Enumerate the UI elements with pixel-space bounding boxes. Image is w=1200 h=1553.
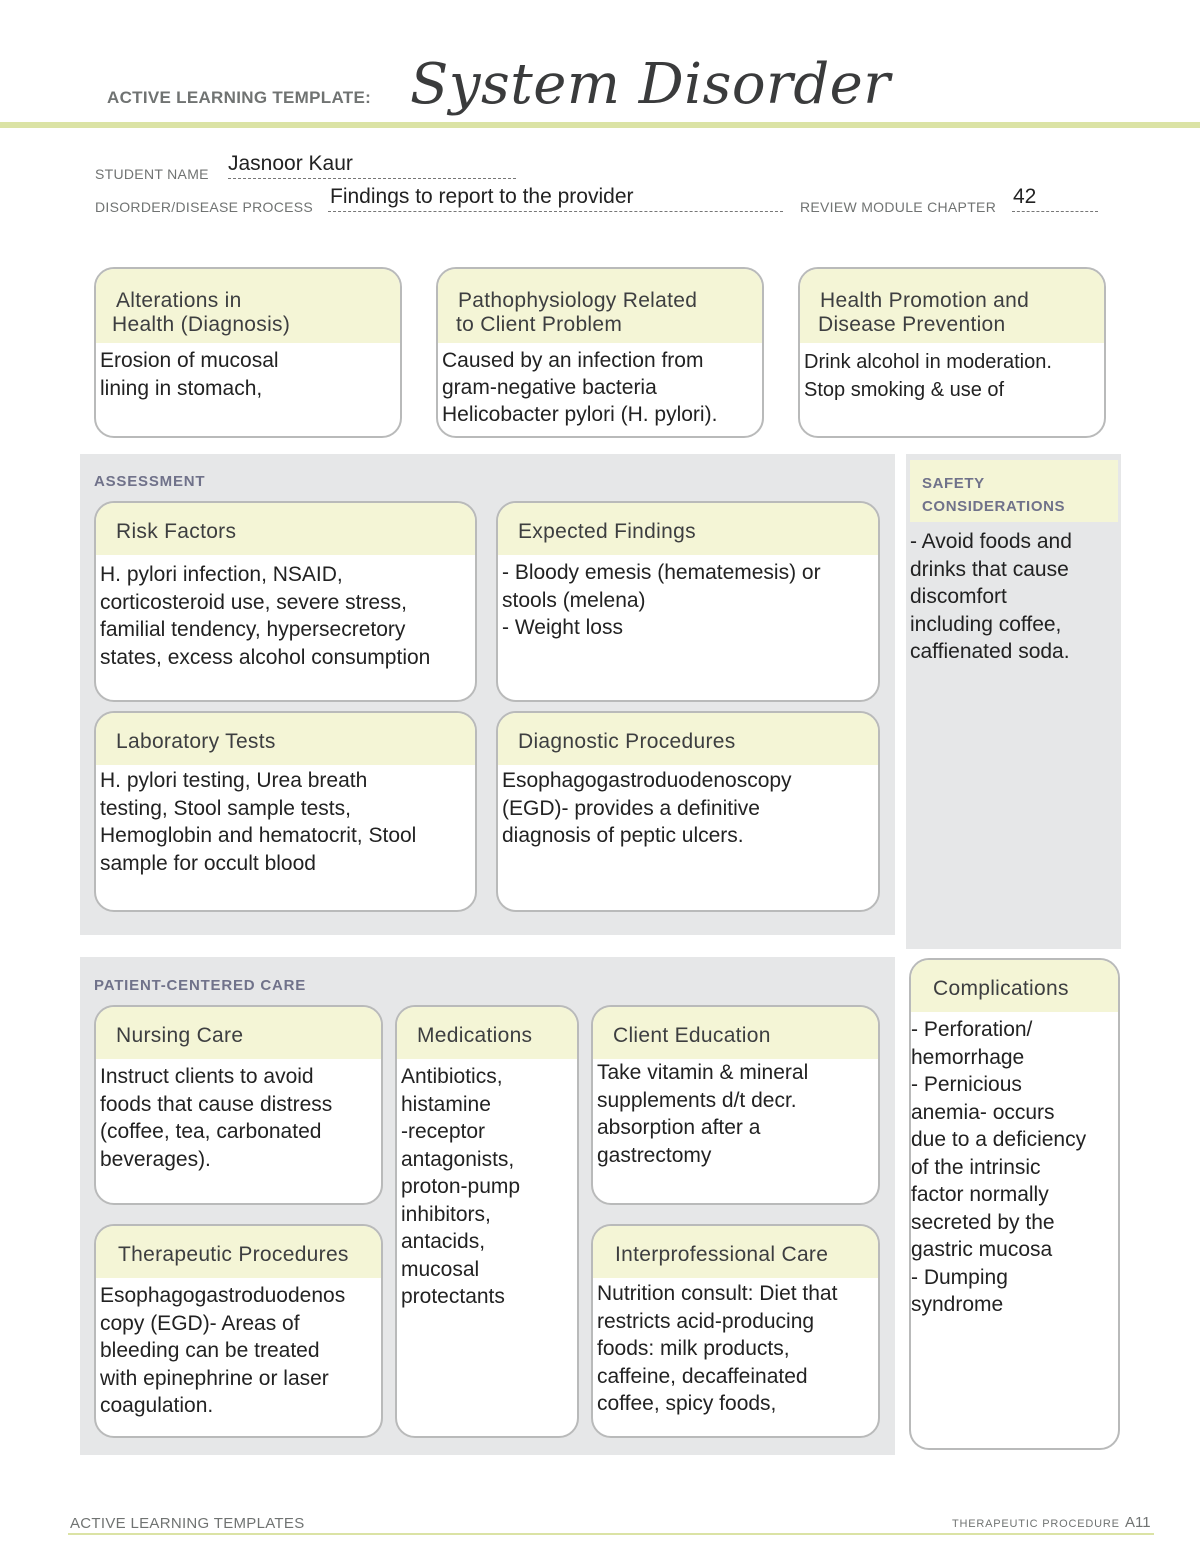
complications-box: [909, 958, 1120, 1450]
nursing-care-body[interactable]: Instruct clients to avoid foods that cause distress (coffee, tea, carbonated beverages).: [100, 1065, 333, 1171]
assessment-label: ASSESSMENT: [94, 473, 206, 490]
diagnostic-procedures-body[interactable]: Esophagogastroduodenoscopy (EGD)- provides a definitive diagnosis of peptic ulcers.: [502, 769, 792, 847]
therapeutic-procedures-body[interactable]: Esophagogastroduodenos copy (EGD)- Areas of bleeding can be treated with epinephrine or laser coagulation.: [100, 1284, 346, 1417]
risk-factors-title: Risk Factors: [96, 503, 475, 555]
footer-left-text: ACTIVE LEARNING TEMPLATES: [70, 1515, 305, 1532]
complications-body[interactable]: - Perforation/ hemorrhage - Pernicious anemia- occurs due to a deficiency of the intrinsic factor normally secreted by the gastric mucosa - Dumping syndrome: [911, 1018, 1087, 1316]
client-education-body[interactable]: Take vitamin & mineral supplements d/t decr. absorption after a gastrectomy: [597, 1061, 809, 1167]
risk-factors-body[interactable]: H. pylori infection, NSAID, corticosteroid use, severe stress, familial tendency, hypersecretory states, excess alcohol consumption: [100, 563, 431, 669]
medications-box: [395, 1005, 579, 1438]
student-name-field[interactable]: Jasnoor Kaur: [228, 152, 353, 175]
medications-body[interactable]: Antibiotics, histamine -receptor antagonists, proton-pump inhibitors, antacids, mucosal protectants: [401, 1065, 521, 1308]
safety-considerations-body[interactable]: - Avoid foods and drinks that cause discomfort including coffee, caffienated soda.: [910, 530, 1072, 663]
interprofessional-care-body[interactable]: Nutrition consult: Diet that restricts acid-producing foods: milk products, caffeine, decaffeinated coffee, spicy foods,: [597, 1282, 838, 1415]
therapeutic-procedures-title: Therapeutic Procedures: [96, 1226, 381, 1278]
diagnostic-procedures-box: [496, 711, 880, 912]
interprofessional-care-title: Interprofessional Care: [593, 1226, 878, 1278]
complications-title: Complications: [911, 960, 1118, 1012]
expected-findings-body[interactable]: - Bloody emesis (hematemesis) or stools (melena) - Weight loss: [502, 561, 821, 639]
pathophysiology-box: [436, 267, 764, 438]
expected-findings-box: [496, 501, 880, 702]
interprofessional-care-box: [591, 1224, 880, 1438]
page-title: System Disorder: [410, 52, 891, 117]
laboratory-tests-body[interactable]: H. pylori testing, Urea breath testing, Stool sample tests, Hemoglobin and hematocrit, Stool sample for occult blood: [100, 769, 417, 875]
student-name-line: [228, 178, 516, 179]
disorder-line: [328, 211, 783, 212]
page-number: A11: [1125, 1514, 1151, 1531]
chapter-field[interactable]: 42: [1013, 185, 1037, 208]
footer-rule: [68, 1533, 1154, 1535]
diagnostic-procedures-title: Diagnostic Procedures: [498, 713, 878, 765]
client-education-title: Client Education: [593, 1007, 878, 1059]
nursing-care-box: [94, 1005, 383, 1205]
alterations-title: Alterations in Health (Diagnosis): [96, 269, 400, 343]
laboratory-tests-title: Laboratory Tests: [96, 713, 475, 765]
disorder-label: DISORDER/DISEASE PROCESS: [95, 199, 314, 215]
student-name-label: STUDENT NAME: [95, 166, 209, 182]
health-promotion-title: Health Promotion and Disease Prevention: [800, 269, 1104, 343]
laboratory-tests-box: [94, 711, 477, 912]
patient-centered-care-label: PATIENT-CENTERED CARE: [94, 977, 307, 994]
header-rule: [0, 122, 1200, 128]
health-promotion-box: [798, 267, 1106, 438]
therapeutic-procedures-box: [94, 1224, 383, 1438]
page-header: [0, 0, 1200, 128]
pathophysiology-title: Pathophysiology Related to Client Problem: [438, 269, 762, 343]
alterations-box: [94, 267, 402, 438]
safety-considerations-title: SAFETY CONSIDERATIONS: [910, 460, 1118, 522]
nursing-care-title: Nursing Care: [96, 1007, 381, 1059]
chapter-label: REVIEW MODULE CHAPTER: [800, 199, 997, 215]
footer-right-text: THERAPEUTIC PROCEDURE: [952, 1518, 1120, 1530]
client-education-box: [591, 1005, 880, 1205]
health-promotion-body[interactable]: Drink alcohol in moderation. Stop smoking & use of: [804, 351, 1052, 401]
chapter-line: [1012, 211, 1098, 212]
template-label: ACTIVE LEARNING TEMPLATE:: [107, 88, 372, 107]
expected-findings-title: Expected Findings: [498, 503, 878, 555]
disorder-field[interactable]: Findings to report to the provider: [330, 185, 634, 208]
medications-title: Medications: [397, 1007, 577, 1059]
risk-factors-box: [94, 501, 477, 702]
pathophysiology-body[interactable]: Caused by an infection from gram-negative bacteria Helicobacter pylori (H. pylori).: [442, 349, 718, 426]
alterations-body[interactable]: Erosion of mucosal lining in stomach,: [100, 349, 279, 400]
